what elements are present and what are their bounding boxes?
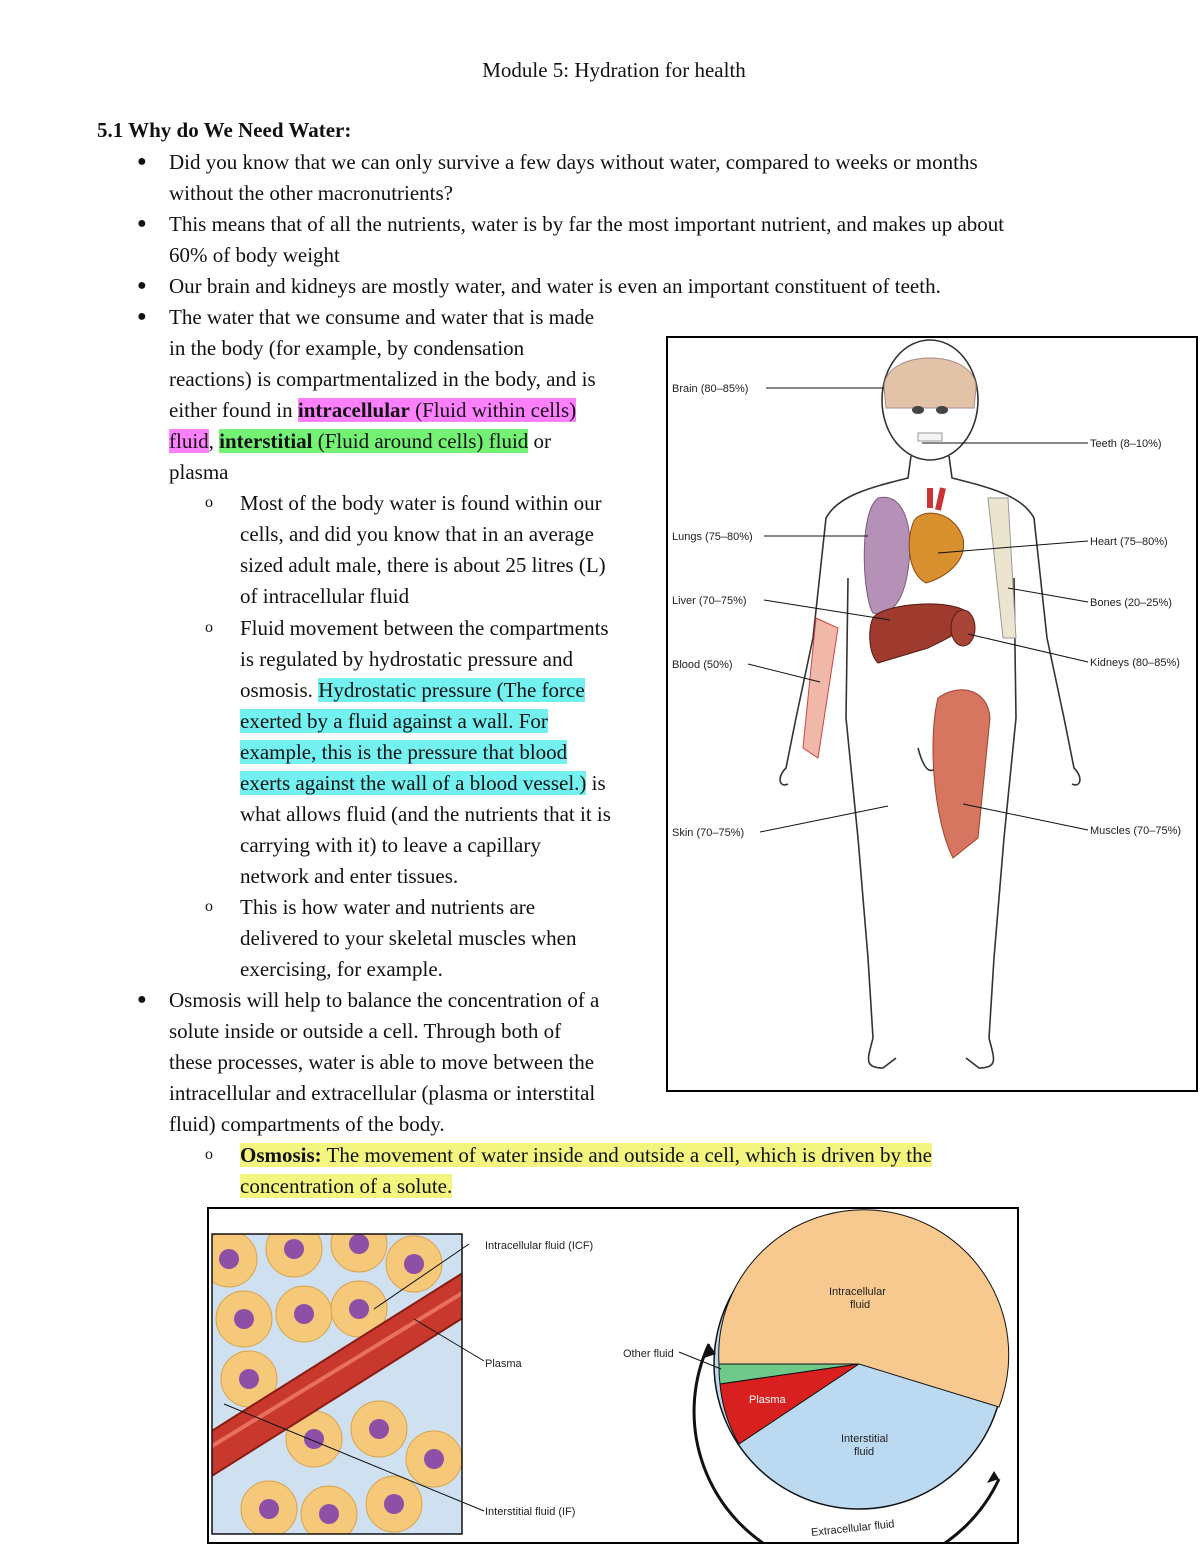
pie-label-plasma: Plasma [749,1394,786,1406]
fluid-compartments-figure [207,1207,1019,1544]
nucleus [349,1234,369,1254]
text: osmosis. [240,678,319,702]
pie-label-interstitial-2: fluid [854,1446,875,1458]
kidney-shape [951,610,975,646]
osmosis-line-2 [240,1171,452,1202]
sub-2-line-1: Fluid movement between the compartments [240,616,609,640]
bullet-5-line-3: these processes, water is able to move between the [169,1050,595,1074]
bullet-4-line-2: in the body (for example, by condensation [169,336,525,360]
intracellular-highlight [298,398,576,422]
thigh-muscle-shape [933,690,990,858]
nucleus [369,1419,389,1439]
label-icf: Intracellular fluid (ICF) [485,1240,594,1252]
teeth-shape [918,433,942,441]
label-liver: Liver (70–75%) [672,595,747,607]
osmosis-line-1 [240,1140,932,1171]
bullet-marker: ● [137,215,147,232]
nucleus [239,1369,259,1389]
label-skin: Skin (70–75%) [672,827,745,839]
leader-kidneys [968,634,1088,662]
bullet-2-line-2: 60% of body weight [169,243,340,267]
intracellular-definition: (Fluid within cells) [409,398,577,422]
body-water-figure [666,336,1198,1092]
bone-shape [988,498,1016,638]
sub-1-line-4: of intracellular fluid [240,584,410,608]
interstitial-term: interstitial [219,429,313,453]
sub-2-line-4 [240,706,548,737]
leader-blood [748,664,820,682]
bullet-4-line-1: The water that we consume and water that is made [169,305,595,329]
label-teeth: Teeth (8–10%) [1090,438,1162,450]
text: , [208,429,220,453]
label-bones: Bones (20–25%) [1090,597,1172,609]
heart-vessels [930,488,943,510]
label-lungs: Lungs (75–80%) [672,531,753,543]
page-title: Module 5: Hydration for health [482,58,746,82]
osmosis-definition: The movement of water inside and outside a cell, which is driven by the [321,1143,932,1167]
sub-2-line-5 [240,737,567,768]
text: or [528,429,552,453]
nucleus [284,1239,304,1259]
hydrostatic-highlight: example, this is the pressure that blood [240,740,568,764]
eye-left [912,406,924,414]
sub-bullet-marker: o [205,619,213,636]
sub-1-line-1: Most of the body water is found within our [240,491,602,515]
bullet-marker: ● [137,153,147,170]
bullet-4-line-6: plasma [169,460,229,484]
nucleus [234,1309,254,1329]
pie-label-interstitial-1: Interstitial [841,1433,889,1445]
label-blood: Blood (50%) [672,659,733,671]
bullet-1-line-2: without the other macronutrients? [169,181,454,205]
sub-2-line-6 [240,768,606,799]
pie-label-intracellular-2: fluid [850,1299,871,1311]
pie-label-extracellular: Extracellular fluid [810,1518,896,1539]
sub-bullet-marker: o [205,1146,213,1163]
hydrostatic-highlight: exerts against the wall of a blood vessel.) [240,771,587,795]
interstitial-highlight [219,429,528,453]
nucleus [319,1504,339,1524]
sub-1-line-3: sized adult male, there is about 25 litres (L) [240,553,606,577]
bullet-2-line-1: This means that of all the nutrients, water is by far the most important nutrient, and makes up about [169,212,1005,236]
sub-2-line-8: carrying with it) to leave a capillary [240,833,541,857]
intracellular-term: intracellular [297,398,410,422]
bullet-marker: ● [137,308,147,325]
bullet-4-line-5 [169,426,551,457]
nucleus [349,1299,369,1319]
pie-label-intracellular-1: Intracellular [829,1286,886,1298]
pie-label-other: Other fluid [623,1348,674,1360]
leader-bones [1008,588,1088,602]
sub-1-line-2: cells, and did you know that in an average [240,522,594,546]
label-brain: Brain (80–85%) [672,383,749,395]
sub-2-line-2: is regulated by hydrostatic pressure and [240,647,573,671]
bullet-marker: ● [137,991,147,1008]
text: either found in [169,398,298,422]
nucleus [219,1249,239,1269]
fluid-compartments-illustration [209,1209,1017,1542]
leader-skin [760,806,888,832]
nucleus [294,1304,314,1324]
osmosis-highlight [240,1143,932,1167]
fluid-highlight: fluid [169,429,209,453]
label-plasma: Plasma [485,1358,522,1370]
sub-2-line-9: network and enter tissues. [240,864,459,888]
text: is [586,771,606,795]
bullet-5-line-4: intracellular and extracellular (plasma or interstital [169,1081,596,1105]
label-if: Interstitial fluid (IF) [485,1506,576,1518]
bullet-3-line-1: Our brain and kidneys are mostly water, and water is even an important constituent of teeth. [169,274,941,298]
bullet-5-line-1: Osmosis will help to balance the concentration of a [169,988,600,1012]
lung-shape [864,497,910,614]
sub-bullet-marker: o [205,494,213,511]
sub-3-line-3: exercising, for example. [240,957,443,981]
nucleus [404,1254,424,1274]
label-heart: Heart (75–80%) [1090,536,1168,548]
bullet-5-line-2: solute inside or outside a cell. Through both of [169,1019,562,1043]
sub-3-line-1: This is how water and nutrients are [240,895,536,919]
nucleus [304,1429,324,1449]
hydrostatic-highlight: exerted by a fluid against a wall. For [240,709,548,733]
bullet-marker: ● [137,277,147,294]
interstitial-definition: (Fluid around cells) fluid [312,429,529,453]
osmosis-highlight: concentration of a solute. [240,1174,453,1198]
sub-3-line-2: delivered to your skeletal muscles when [240,926,577,950]
nucleus [384,1494,404,1514]
eye-right [936,406,948,414]
nucleus [424,1449,444,1469]
bullet-4-line-4 [169,395,576,426]
bullet-4-line-3: reactions) is compartmentalized in the body, and is [169,367,596,391]
bullet-1-line-1: Did you know that we can only survive a few days without water, compared to weeks or months [169,150,978,174]
label-muscles: Muscles (70–75%) [1090,825,1182,837]
brain-shape [884,358,976,408]
blood-vessel-arm [803,618,838,758]
label-kidneys: Kidneys (80–85%) [1090,657,1180,669]
osmosis-term: Osmosis: [240,1143,322,1167]
sub-bullet-marker: o [205,898,213,915]
heart-shape [909,513,963,583]
hydrostatic-highlight: Hydrostatic pressure (The force [318,678,585,702]
body-illustration [668,338,1196,1090]
section-heading: 5.1 Why do We Need Water: [97,118,352,142]
sub-2-line-7: what allows fluid (and the nutrients that it is [240,802,611,826]
leader-muscles [963,804,1088,830]
nucleus [259,1499,279,1519]
bullet-5-line-5: fluid) compartments of the body. [169,1112,445,1136]
sub-2-line-3 [240,675,585,706]
